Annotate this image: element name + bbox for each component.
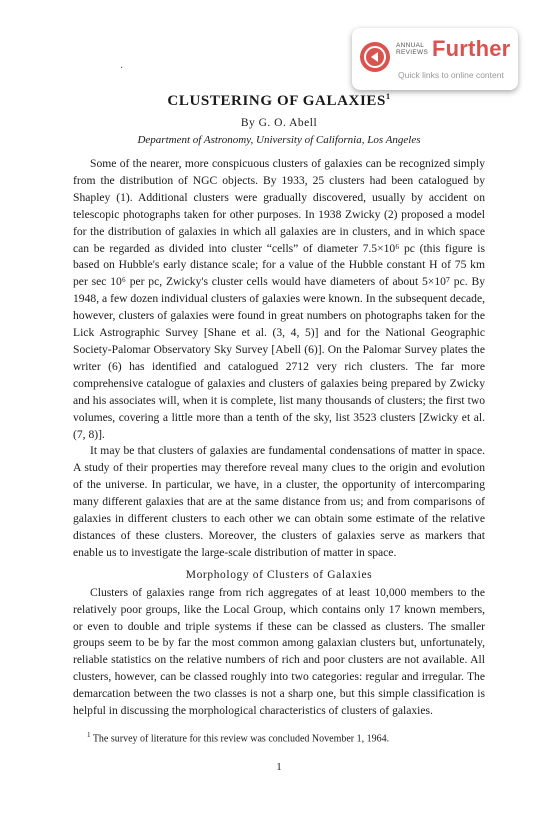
footnote-ref[interactable]: 1 xyxy=(385,92,391,101)
quick-links-tagline[interactable]: Quick links to online content xyxy=(398,70,504,80)
author-line: By G. O. Abell xyxy=(240,117,318,129)
paragraph-3: Clusters of galaxies range from rich aggregates of at least 10,000 members to the relatively poor groups, like the Local Group, which contains only 17 known members, or even to double and triple systems if these can be classed as clusters. The smaller groups seem to be by far the most common among galaxian clusters but, unfortunately, reliable statistics on the relative numbers of rich and poor clusters are not available. All clusters, however, can be classed roughly into two categories: regular and irregular. The demarcation between the two classes is not a sharp one, but this simple classification is helpful in discussing the morphological characteristics of clusters of galaxies. xyxy=(73,585,485,718)
article-page xyxy=(73,88,485,773)
further-wordmark: Further xyxy=(432,36,511,61)
paragraph-1: Some of the nearer, more conspicuous clusters of galaxies can be recognized simply from the distribution of NGC objects. By 1933, 25 clusters had been catalogued by Shapley (1). Additional clusters were gradually discovered, usually by accident on telescopic photographs taken for other purposes. In 1938 Zwicky (2) proposed a model for the distribution of galaxies in which all galaxies are in clusters, and in which space can be regarded as divided into cluster “cells” of diameter 7.5×10⁶ pc (this figure is based on Hubble's early distance scale; for a value of the Hubble constant H of 75 km per sec 10⁶ per pc, Zwicky's cluster cells would have diameters of about 5×10⁷ pc. By 1948, a few dozen individual clusters of galaxies were known. In the subsequent decade, however, clusters of galaxies were found in great numbers on photographs taken for the Lick Astrographic Survey [Shane et al. (3, 4, 5)] and for the National Geographic Society-Palomar Observatory Sky Survey [Abell (6)]. On the Palomar Survey plates the writer (6) has identified and catalogued 2712 very rich clusters. The far more comprehensive catalogue of galaxies and clusters of galaxies being prepared by Zwicky and his associates will, when it is complete, list many thousands of clusters; the first two volumes, covering a little more than a tenth of the sky, list 3523 clusters [Zwicky et al. (7, 8)]. xyxy=(73,157,485,441)
back-arrow-icon xyxy=(360,42,390,72)
stray-mark: · xyxy=(120,63,124,74)
section-heading: Morphology of Clusters of Galaxies xyxy=(185,568,373,581)
annual-reviews-logo: ANNUAL REVIEWS xyxy=(396,42,429,56)
affiliation: Department of Astronomy, University of California, Los Angeles xyxy=(137,134,421,146)
further-badge[interactable] xyxy=(352,28,518,90)
footnote: $^1$ The survey of literature for this review was concluded November 1, 1964. xyxy=(87,731,390,745)
paragraph-2: It may be that clusters of galaxies are fundamental condensations of matter in space. A study of their properties may therefore reveal many clues to the origin and evolution of the universe. In particular, we have, in a cluster, the opportunity of intercomparing many different galaxies that are at the same distance from us; and from comparisons of galaxies in different clusters to each other we can obtain some estimate of the relative distances of these clusters. Moreover, the clusters of galaxies serve as markers that enable us to investigate the large-scale distribution of matter in space. xyxy=(73,444,485,559)
page-number: 1 xyxy=(276,761,282,774)
article-title: CLUSTERING OF GALAXIES$^1$ xyxy=(167,92,391,109)
